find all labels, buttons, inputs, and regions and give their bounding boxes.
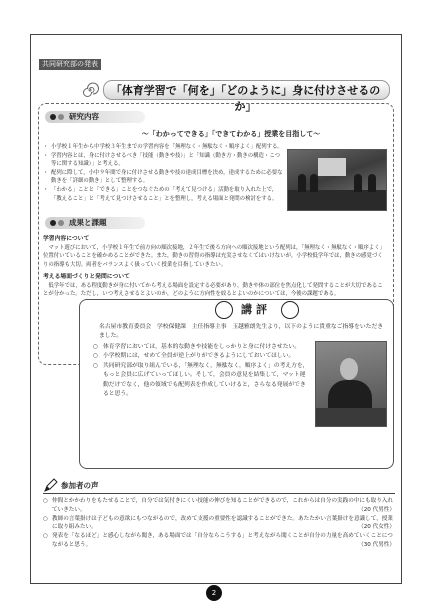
research-heading-pill [45, 111, 145, 123]
main-title: 「体育学習で「何を」「どのように」身に付けさせるのか」 [110, 84, 381, 113]
report-sheet [30, 34, 402, 584]
results-heading: 成果と課題 [69, 218, 107, 227]
dot-icon [50, 114, 56, 120]
ring-deco-icon [281, 301, 299, 319]
results-block-1-heading: 学習内容について [43, 236, 90, 242]
results-block-1-text: マット遊びにおいて，小学校１年生で前方向の順次接地，２年生で後ろ方向への順次接地という配列は，「無理なく・無駄なく・順序よく」位置付いていることを確かめることができた。また，動きの習得の指導は充実させなくてはいけないが，小学校低学年では，動きの感覚づくりの指導も大切。両者をバランスよく扱っていく授業を目指していきたい。 [43, 244, 385, 268]
lecture-title [211, 301, 301, 319]
research-bullets [43, 143, 283, 203]
voice-author: （20 代男性） [358, 506, 395, 513]
list-item [43, 515, 395, 533]
results-block-2-text: 低学年では，ある程度動きが身に付いてから考える場面を設定する必要があり，動きや体の部位を焦点化して発問することが大切であることが分かった。ただし，いつ考えさせるとよいのか，どのように方向性を絞るとよいのかについては，今後の課題である。 [43, 282, 383, 298]
voices-title: 参加者の声 [61, 481, 99, 490]
divider [43, 493, 395, 494]
research-subtitle: ～「わかってできる」「できてわかる」授業を目指して～ [141, 130, 321, 138]
page-number: 2 [206, 585, 222, 601]
lecture-intro: 名古屋市教育委員会 学校保健課 主任指導主事 玉越雅朗先生より，以下のように貴重なご指導をいただきました。 [99, 324, 384, 339]
results-block-2 [43, 273, 385, 299]
list-item: ○ 共同研究部が取り組んでいる，「無理なく，無駄なく，順序よく」の考え方を，もっと会員に広げていってほしい。そして，会員の意見を結集して，マット運動だけでなく，他の領域でも配列表を作成していけると，さらなる発展ができると思う。 [93, 362, 311, 400]
results-block-2-heading: 考える場面づくりと発問について [43, 274, 130, 280]
voices-heading [43, 477, 123, 493]
lecture-list [93, 343, 311, 399]
voice-text: 教師の言葉掛けは子どもの意欲にもつながるので，改めて支援の重要性を認識することができた。あたたかい言葉掛けを意識して，授業に取り組みたい。 [52, 515, 393, 531]
dot-icon [58, 220, 64, 226]
list-item: ・ 小学校１年生から中学校３年生までの学習内容を「無理なく・無駄なく・順序よく」配列する。 [43, 143, 283, 152]
voice-text: 発表を「なるほど」と感心しながら聞き，ある場面では「自分ならこうする」と考えながら聞くことが自分の力量を高めていくことにつながると思う。 [52, 533, 393, 548]
list-item: ○ 小学校期には，せめて全員が逆上がりができるようにしておいてほしい。 [93, 352, 311, 361]
voice-author: （30 代男性） [358, 541, 395, 548]
research-heading: 研究内容 [69, 112, 99, 121]
results-block-1 [43, 235, 385, 269]
list-item: ・ 配列に際して，小中９年間で身に付けさせる動きや技の達成目標を決め，達成するために必要な動きを「詳細の動き」として整理する。 [43, 169, 283, 186]
list-item [43, 532, 395, 550]
voices-list [43, 497, 395, 550]
list-item: ○ 体育学習においては，基本的な動きや技能をしっかりと身に付けさせたい。 [93, 343, 311, 352]
lecture-title-text: 講評 [241, 303, 271, 316]
list-item: ・ 学習内容とは，身に付けさせるべき「技能（動きや技）」と「知識（動き方・動きの構造・こつ等に関する知識）」と考える。 [43, 152, 283, 169]
main-title-banner [81, 79, 393, 113]
pencil-icon [43, 477, 59, 493]
dot-icon [50, 220, 56, 226]
list-item [43, 497, 395, 515]
voice-author: （20 代女性） [358, 524, 395, 531]
spiral-deco-icon [81, 81, 99, 99]
dot-icon [58, 114, 64, 120]
list-item: ・ 「わかる」ことと「できる」ことをつなぐための「考えて見つける」活動を取り入れた上で，「教えること」と「考えて見つけさせること」とを整理し，考える場面と発問の検討をする。 [43, 186, 283, 203]
ring-deco-icon [215, 301, 233, 319]
presentation-photo [287, 149, 387, 211]
results-heading-pill [45, 217, 145, 229]
section-tag: 共同研究部の発表 [39, 59, 101, 70]
voice-text: 仲間とかかわりをもたせることで，自分では気付きにくい技能の伸びを知ることができるので，これからは自分の実践の中にも取り入れていきたい。 [52, 498, 393, 513]
lecturer-photo [315, 341, 387, 427]
